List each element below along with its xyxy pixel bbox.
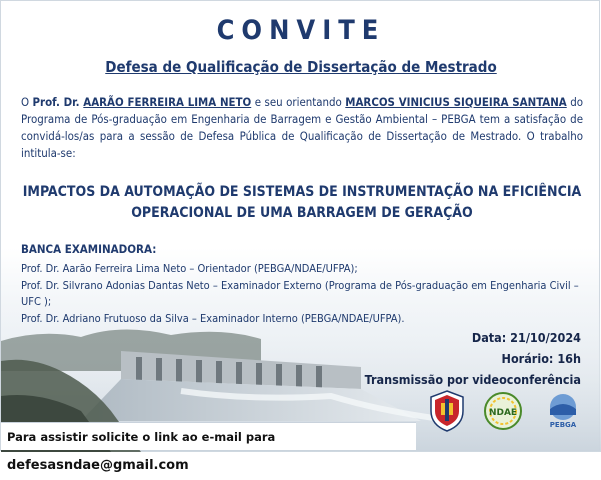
banca-member: Prof. Dr. Aarão Ferreira Lima Neto – Orientador (PEBGA/NDAE/UFPA);	[21, 262, 358, 275]
ndae-logo-text: NDAE	[488, 408, 518, 418]
pebga-logo-text: PEBGA	[549, 421, 577, 429]
banca-heading: BANCA EXAMINADORA:	[21, 242, 157, 256]
logos	[427, 389, 587, 439]
banca-member: Prof. Dr. Adriano Frutuoso da Silva – Examinador Interno (PEBGA/NDAE/UFPA).	[21, 311, 405, 325]
advisor-title: Prof. Dr.	[32, 95, 84, 109]
event-date: Data: 21/10/2024	[471, 330, 581, 345]
banca-member: Prof. Dr. Silvrano Adonias Dantas Neto – Examinador Externo (Programa de Pós-graduação em Engenharia Civil – UFC );	[21, 278, 579, 308]
footer-text: Para assistir solicite o link ao e-mail para	[7, 430, 276, 444]
ndae-logo-icon	[483, 389, 523, 433]
intro-paragraph	[21, 94, 583, 162]
intro-text-1: O	[21, 95, 33, 109]
page-subtitle: Defesa de Qualificação de Dissertação de Mestrado	[105, 58, 497, 76]
university-crest-icon	[427, 389, 467, 433]
event-transmission: Transmissão por videoconferência	[364, 372, 581, 387]
footer-email-link[interactable]: defesasndae@gmail.com	[7, 458, 189, 473]
event-info	[365, 327, 581, 390]
advisor-name: AARÃO FERREIRA LIMA NETO	[83, 95, 252, 109]
banca-list	[21, 261, 581, 327]
event-time: Horário: 16h	[501, 351, 581, 366]
page-title: CONVITE	[216, 15, 386, 46]
work-title: IMPACTOS DA AUTOMAÇÃO DE SISTEMAS DE INSTRUMENTAÇÃO NA EFICIÊNCIA OPERACIONAL DE UMA BARRAGEM DE GERAÇÃO	[22, 184, 582, 221]
pebga-logo-icon	[541, 389, 585, 433]
footer-banner	[1, 422, 416, 473]
student-name: MARCOS VINICIUS SIQUEIRA SANTANA	[345, 95, 567, 109]
intro-text-3: do Programa de Pós-graduação em Engenharia de Barragem e Gestão Ambiental – PEBGA tem a satisfação de convidá-los/as para a sessão de Defesa Pública de Qualificação de Dissertação de Mestrado. O trabalho intitula-se:	[21, 95, 584, 160]
intro-text-2: e seu orientando	[251, 95, 346, 109]
